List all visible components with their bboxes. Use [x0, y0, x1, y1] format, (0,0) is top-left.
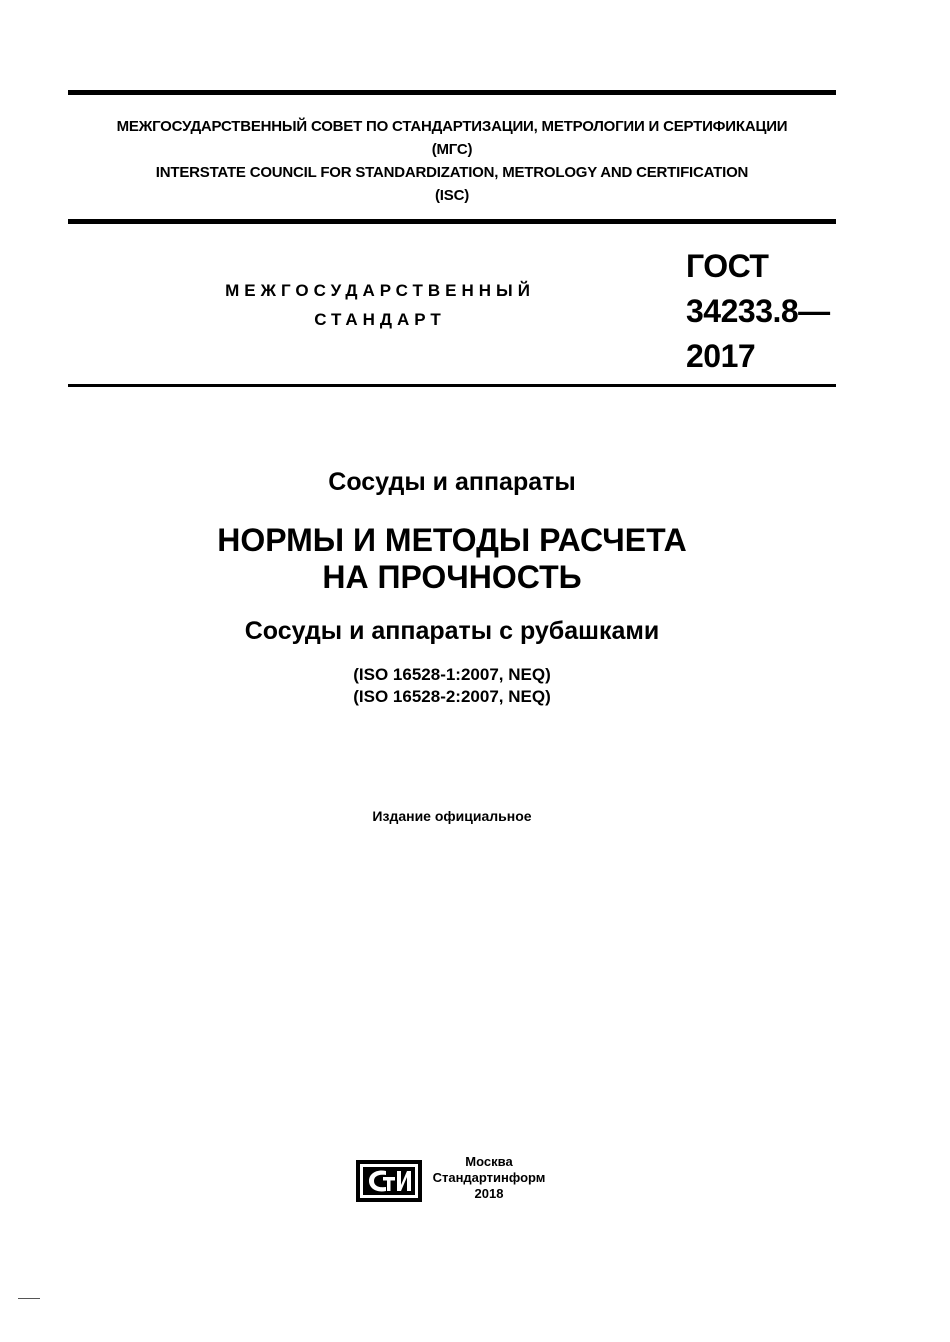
publisher-block: [356, 1154, 556, 1206]
council-abbr-en: (ISC): [435, 187, 469, 204]
council-name-ru: МЕЖГОСУДАРСТВЕННЫЙ СОВЕТ ПО СТАНДАРТИЗАЦИИ, МЕТРОЛОГИИ И СЕРТИФИКАЦИИ: [116, 118, 788, 135]
standard-kind: [190, 276, 570, 334]
document-part-title: Сосуды и аппараты с рубашками: [244, 617, 660, 645]
top-rule: [68, 90, 836, 95]
council-name-en: INTERSTATE COUNCIL FOR STANDARDIZATION, METROLOGY AND CERTIFICATION: [155, 164, 749, 181]
standartinform-logo-icon: [356, 1160, 422, 1202]
iso-reference-2: (ISO 16528-2:2007, NEQ): [353, 687, 551, 706]
council-header: [68, 115, 836, 207]
standard-designation: [686, 244, 830, 379]
standard-kind-line1: МЕЖГОСУДАРСТВЕННЫЙ: [225, 281, 535, 300]
standard-number: 34233.8—: [686, 293, 830, 329]
publisher-text: [428, 1154, 550, 1202]
document-title: [68, 522, 836, 596]
page-corner-mark: [18, 1298, 40, 1299]
publisher-year: 2018: [474, 1186, 504, 1201]
edition-note: Издание официальное: [372, 808, 532, 824]
iso-reference-1: (ISO 16528-1:2007, NEQ): [353, 665, 551, 684]
standard-code: ГОСТ: [686, 248, 769, 284]
iso-references: [68, 664, 836, 708]
standard-kind-line2: СТАНДАРТ: [314, 310, 446, 329]
middle-rule: [68, 219, 836, 224]
publisher-name: Стандартинформ: [432, 1170, 546, 1185]
standard-year: 2017: [686, 338, 756, 374]
document-subject: Сосуды и аппараты: [328, 468, 576, 496]
document-title-line1: НОРМЫ И МЕТОДЫ РАСЧЕТА: [217, 522, 687, 558]
document-title-line2: НА ПРОЧНОСТЬ: [322, 559, 582, 595]
publisher-city: Москва: [465, 1154, 513, 1169]
council-abbr-ru: (МГС): [431, 141, 473, 158]
bottom-rule: [68, 384, 836, 387]
